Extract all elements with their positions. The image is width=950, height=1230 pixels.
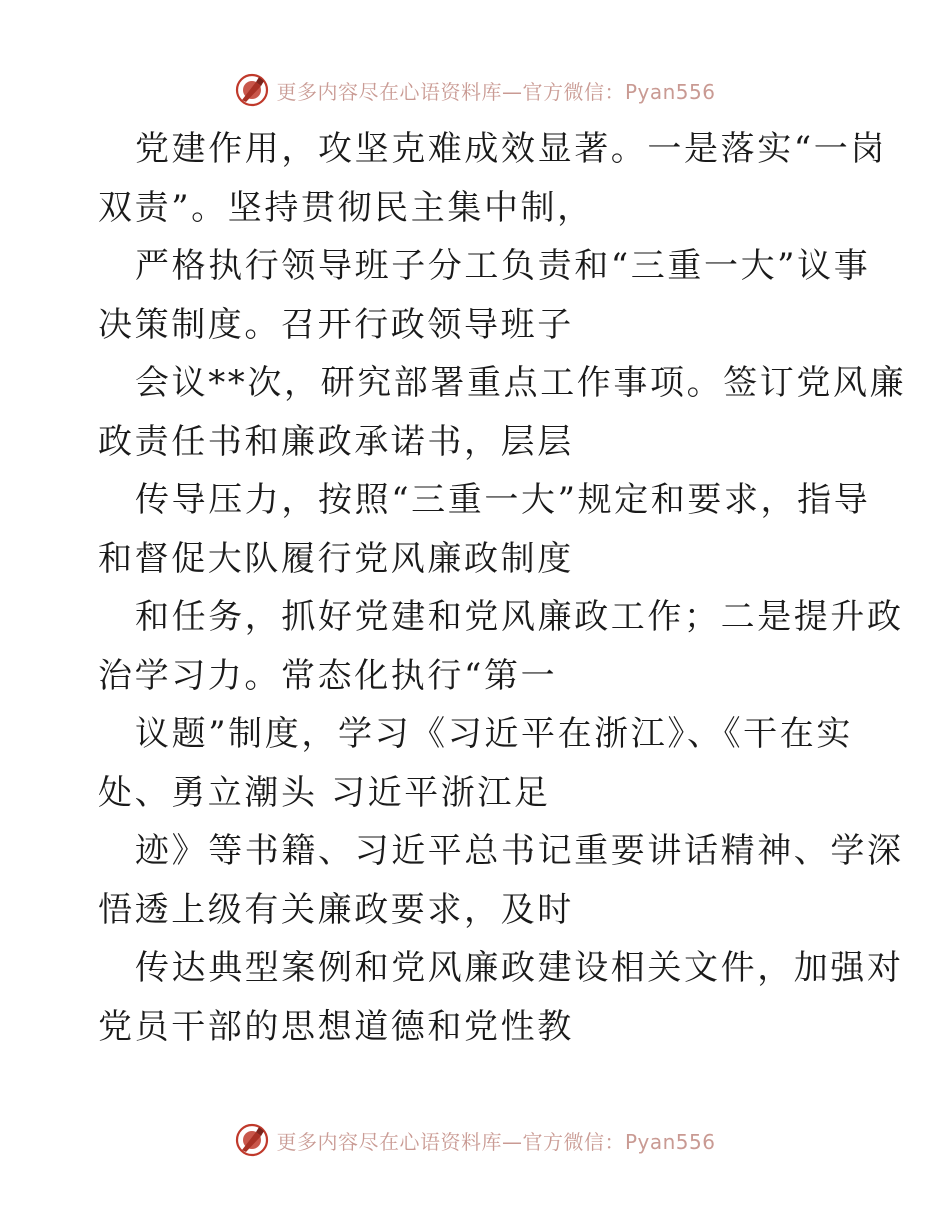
paragraph-line: 迹》等书籍、习近平总书记重要讲话精神、学深 [135,831,904,871]
paragraph [98,822,904,939]
pen-nib-logo-icon [234,1122,270,1158]
paragraph-line: 议题”制度，学习《习近平在浙江》、《干在实 [135,714,853,754]
paragraph-line: 政责任书和廉政承诺书，层层 [98,421,574,462]
document-body [98,120,907,1056]
paragraph [98,939,904,1056]
paragraph-line: 党建作用，攻坚克难成效显著。一是落实“一岗 [135,129,887,169]
paragraph-line: 传达典型案例和党风廉政建设相关文件，加强对 [135,948,904,988]
paragraph-line: 处、勇立潮头 习近平浙江足 [98,772,551,813]
paragraph-line: 和任务，抓好党建和党风廉政工作；二是提升政 [135,597,904,637]
paragraph-line: 双责”。坚持贯彻民主集中制， [98,187,594,228]
footer-watermark [0,1120,950,1160]
paragraph [98,120,887,237]
pen-nib-logo-icon [234,72,270,108]
paragraph-line: 治学习力。常态化执行“第一 [98,655,558,696]
paragraph-line: 决策制度。召开行政领导班子 [98,304,574,345]
watermark-text: 更多内容尽在心语资料库—官方微信：Pyan556 [276,1129,716,1154]
paragraph-line: 和督促大队履行党风廉政制度 [98,538,574,579]
paragraph [98,705,858,822]
paragraph [98,471,871,588]
paragraph-line: 悟透上级有关廉政要求，及时 [98,889,574,930]
paragraph-line: 党员干部的思想道德和党性教 [98,1006,574,1047]
paragraph [98,237,871,354]
header-watermark [0,70,950,110]
paragraph [98,354,907,471]
paragraph-line: 会议**次，研究部署重点工作事项。签订党风廉 [135,363,907,403]
paragraph-line: 严格执行领导班子分工负责和“三重一大”议事 [135,246,871,286]
watermark-text: 更多内容尽在心语资料库—官方微信：Pyan556 [276,79,716,104]
paragraph [98,588,904,705]
paragraph-line: 传导压力，按照“三重一大”规定和要求，指导 [135,480,871,520]
